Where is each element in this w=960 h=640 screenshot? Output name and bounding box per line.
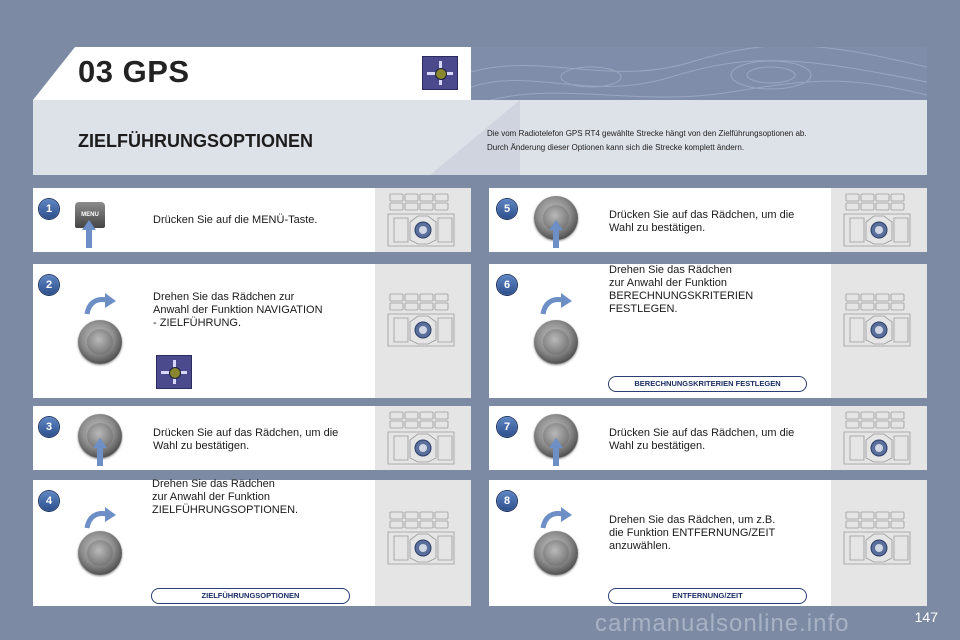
step-text-1: Drücken Sie auf die MENÜ-Taste.	[153, 214, 318, 226]
topographic-pattern	[471, 47, 927, 100]
step-4-line-1: Drehen Sie das Rädchen	[152, 478, 275, 490]
step-text-8	[609, 514, 775, 553]
step-number-8: 8	[497, 491, 517, 511]
rotary-knob	[534, 531, 578, 575]
rotary-knob	[78, 531, 122, 575]
step-number-1: 1	[39, 199, 59, 219]
rotate-arrow-icon	[83, 292, 117, 316]
step-6-line-2: zur Anwahl der Funktion	[609, 277, 728, 289]
step-6-line-4: FESTLEGEN.	[609, 303, 678, 315]
rotate-arrow-icon	[83, 506, 117, 530]
watermark: carmanualsonline.info	[595, 610, 850, 637]
step-7-line-2: Wahl zu bestätigen.	[609, 440, 706, 452]
step-number-7: 7	[497, 417, 517, 437]
step-text-7	[609, 427, 794, 453]
screen-label-zielfuehrungsoptionen: ZIELFÜHRUNGSOPTIONEN	[151, 588, 350, 604]
step-text-5	[609, 209, 794, 235]
step-5-line-1: Drücken Sie auf das Rädchen, um die	[609, 209, 795, 221]
radio-panel-icon	[840, 192, 918, 248]
step-text-2	[153, 291, 323, 330]
step-7-line-1: Drücken Sie auf das Rädchen, um die	[609, 427, 795, 439]
screen-label-berechnungskriterien: BERECHNUNGSKRITERIEN FESTLEGEN	[608, 376, 807, 392]
step-8-line-1: Drehen Sie das Rädchen, um z.B.	[609, 514, 776, 526]
step-6-line-1: Drehen Sie das Rädchen	[609, 264, 732, 276]
step-4-line-3: ZIELFÜHRUNGSOPTIONEN.	[152, 504, 299, 516]
intro-line-2: Durch Änderung dieser Optionen kann sich die Strecke komplett ändern.	[487, 143, 745, 152]
page-number: 147	[914, 609, 938, 625]
step-2-line-1: Drehen Sie das Rädchen zur	[153, 291, 295, 303]
step-number-2: 2	[39, 275, 59, 295]
push-arrow-icon	[549, 438, 563, 466]
push-arrow-icon	[549, 220, 563, 248]
header-map-banner	[471, 47, 927, 100]
rotate-arrow-icon	[539, 292, 573, 316]
step-number-6: 6	[497, 275, 517, 295]
step-8-line-2: die Funktion ENTFERNUNG/ZEIT	[609, 527, 776, 539]
navigation-cross-icon	[156, 355, 192, 389]
rotary-knob	[534, 320, 578, 364]
intro-text	[487, 127, 907, 155]
push-arrow-icon	[93, 438, 107, 466]
step-2-line-2: Anwahl der Funktion NAVIGATION	[153, 304, 323, 316]
menu-button-icon: MENU	[75, 202, 105, 228]
step-8-line-3: anzuwählen.	[609, 540, 671, 552]
step-2-line-3: - ZIELFÜHRUNG.	[153, 317, 241, 329]
section-title: ZIELFÜHRUNGSOPTIONEN	[78, 131, 314, 151]
radio-panel-icon	[384, 292, 462, 348]
radio-panel-icon	[384, 192, 462, 248]
radio-panel-icon	[384, 510, 462, 566]
push-arrow-icon	[82, 220, 96, 248]
radio-panel-icon	[840, 410, 918, 466]
intro-line-1: Die vom Radiotelefon GPS RT4 gewählte Strecke hängt von den Zielführungsoptionen ab.	[487, 129, 807, 138]
rotary-knob	[78, 320, 122, 364]
screen-label-entfernung-zeit: ENTFERNUNG/ZEIT	[608, 588, 807, 604]
step-number-5: 5	[497, 199, 517, 219]
step-6-line-3: BERECHNUNGSKRITERIEN	[609, 290, 754, 302]
step-number-4: 4	[39, 491, 59, 511]
step-text-3	[153, 427, 338, 453]
radio-panel-icon	[840, 510, 918, 566]
step-number-3: 3	[39, 417, 59, 437]
rotate-arrow-icon	[539, 506, 573, 530]
step-3-line-2: Wahl zu bestätigen.	[153, 440, 250, 452]
step-text-6	[609, 264, 753, 316]
page-title: 03 GPS	[78, 54, 190, 89]
navigation-cross-icon	[422, 56, 458, 90]
radio-panel-icon	[384, 410, 462, 466]
step-text-4	[152, 478, 298, 517]
radio-panel-icon	[840, 292, 918, 348]
step-5-line-2: Wahl zu bestätigen.	[609, 222, 706, 234]
step-3-line-1: Drücken Sie auf das Rädchen, um die	[153, 427, 339, 439]
step-4-line-2: zur Anwahl der Funktion	[152, 491, 271, 503]
